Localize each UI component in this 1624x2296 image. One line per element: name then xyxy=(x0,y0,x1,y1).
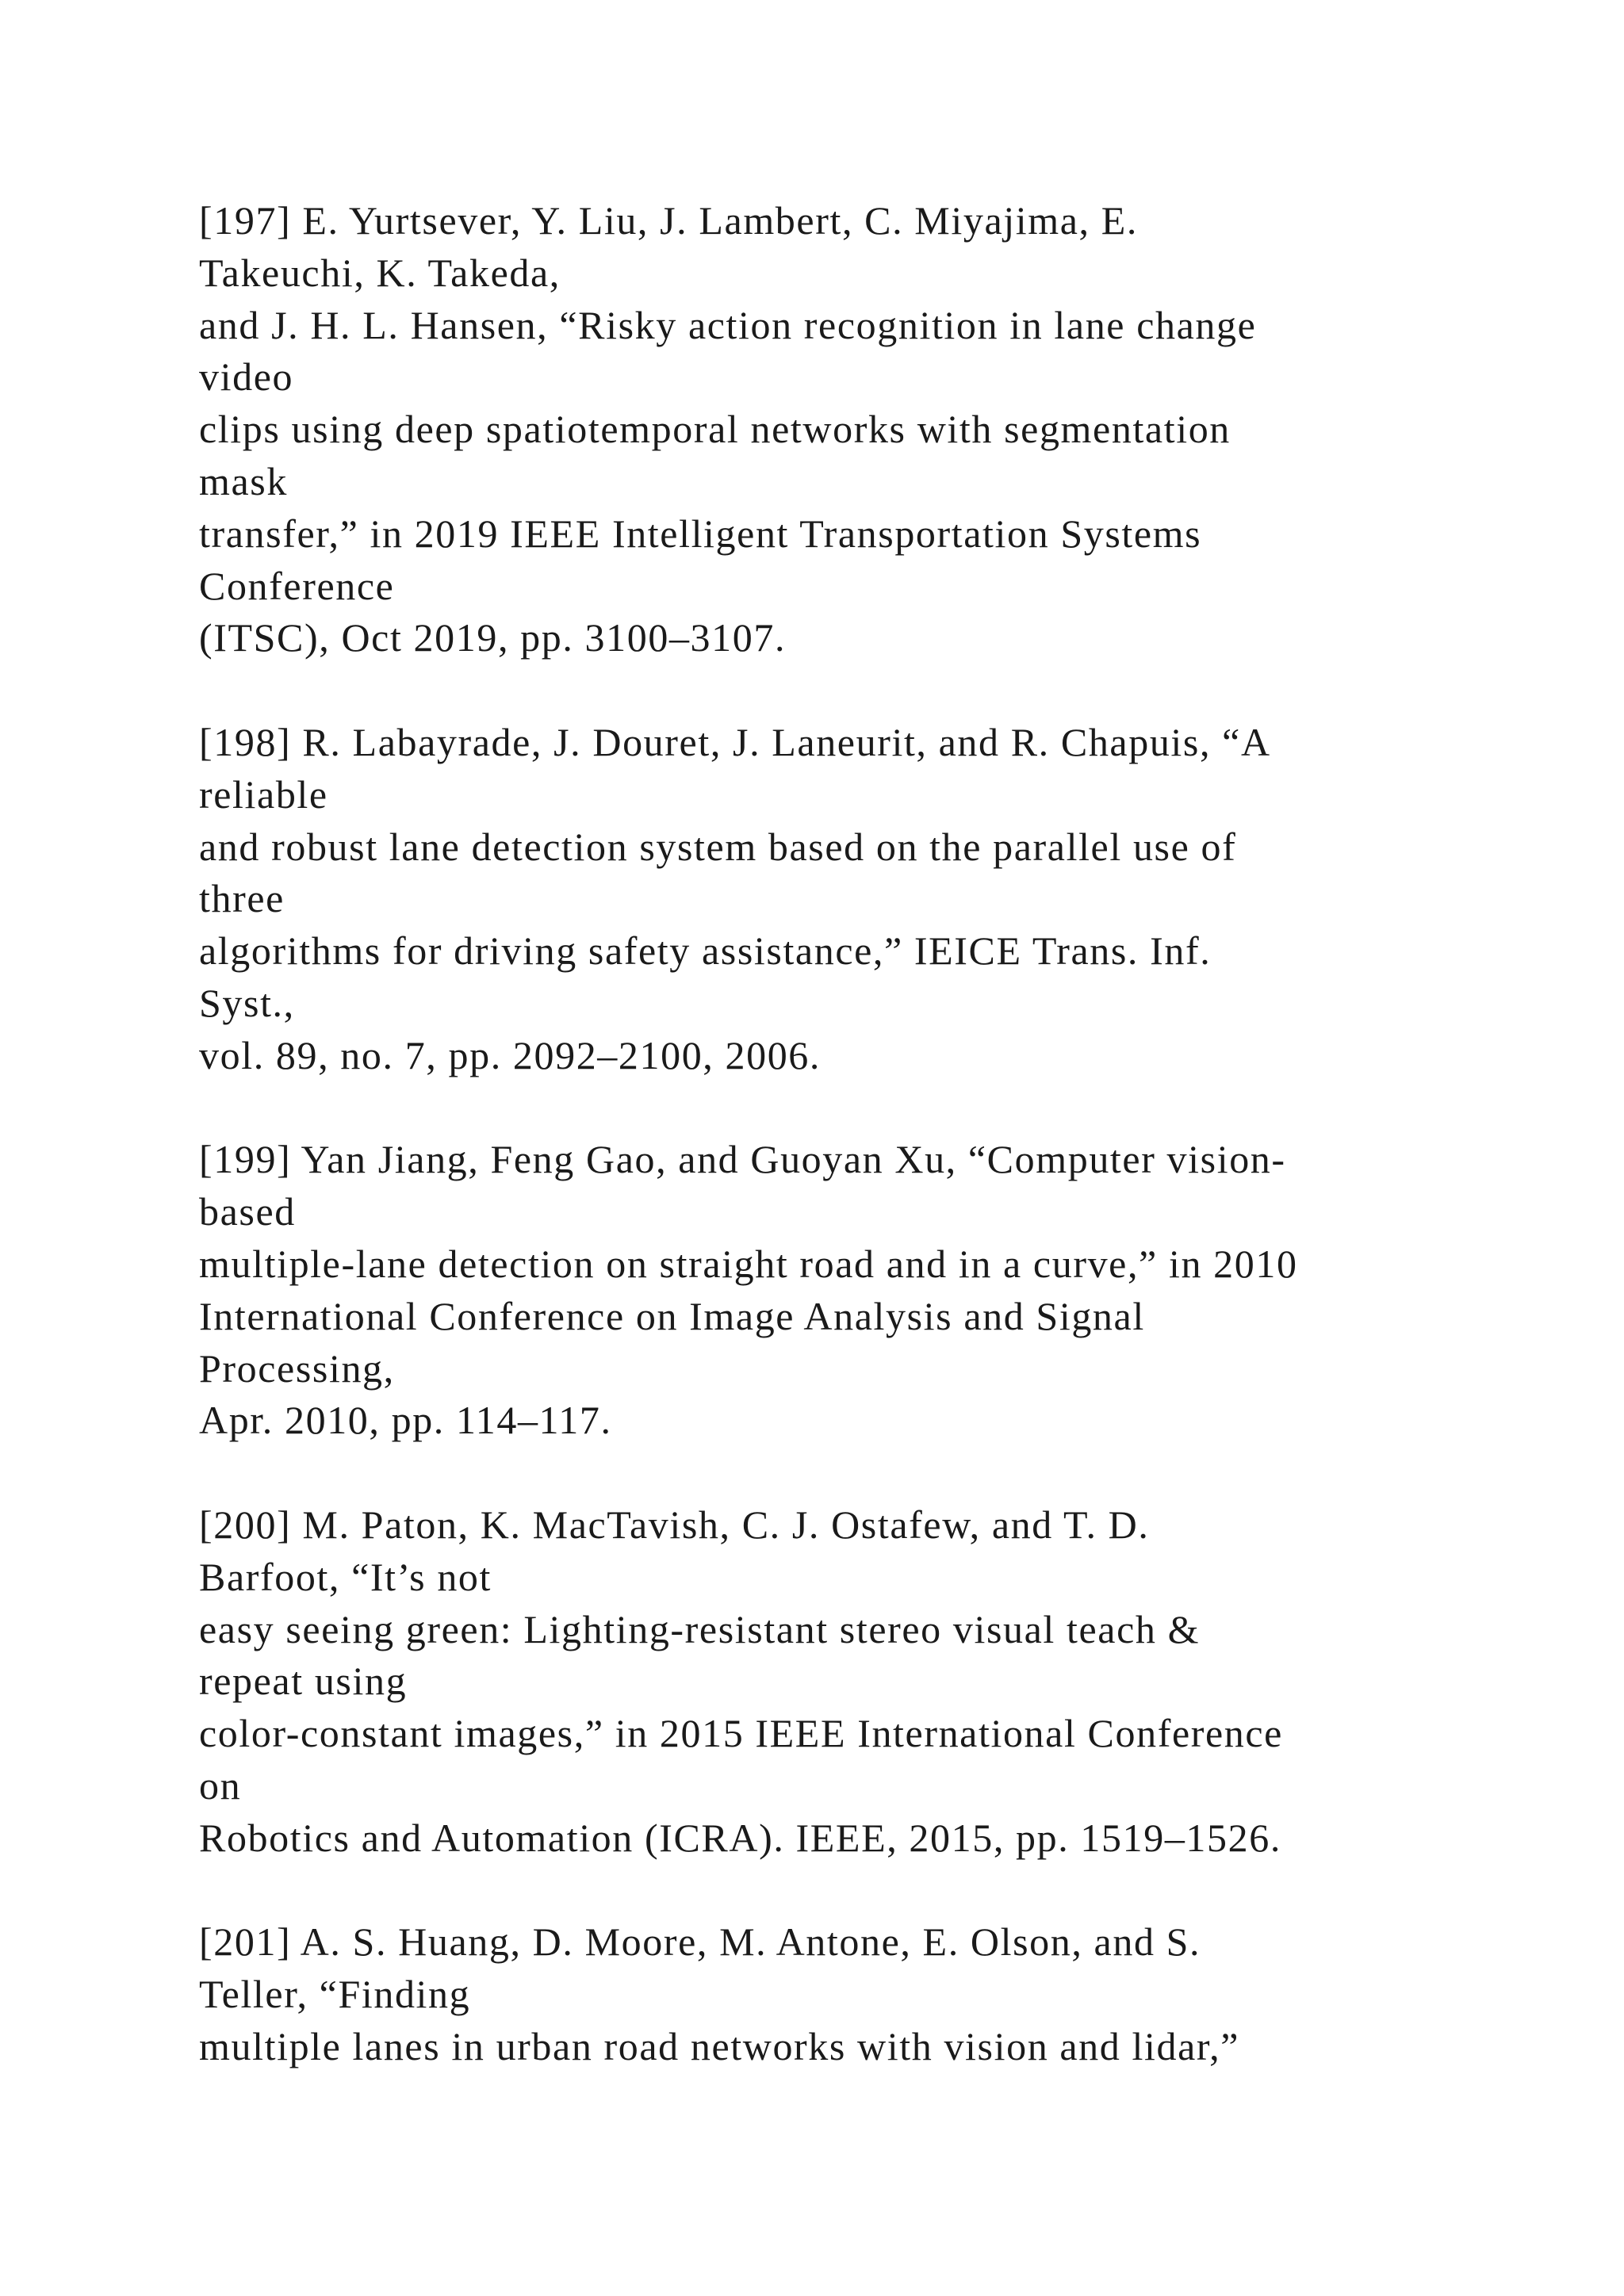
reference-line: color-constant images,” in 2015 IEEE International Conference xyxy=(199,1711,1283,1756)
reference-line: video xyxy=(199,354,294,400)
reference-line: Takeuchi, K. Takeda, xyxy=(199,250,561,295)
reference-line: Robotics and Automation (ICRA). IEEE, 2015, pp. 1519–1526. xyxy=(199,1815,1281,1860)
reference-line: algorithms for driving safety assistance,” IEICE Trans. Inf. xyxy=(199,928,1212,974)
reference-line: Apr. 2010, pp. 114–117. xyxy=(199,1398,612,1443)
reference-line: Conference xyxy=(199,563,395,608)
reference-201 xyxy=(199,1916,1547,2072)
reference-line: Processing, xyxy=(199,1345,395,1391)
reference-line: reliable xyxy=(199,771,328,817)
reference-list xyxy=(199,195,1547,2125)
reference-line: [199] Yan Jiang, Feng Gao, and Guoyan Xu, “Computer vision- xyxy=(199,1137,1286,1182)
reference-line: Teller, “Finding xyxy=(199,1972,471,2017)
reference-line: on xyxy=(199,1762,242,1808)
reference-line: and robust lane detection system based on the parallel use of xyxy=(199,824,1237,869)
reference-line: Barfoot, “It’s not xyxy=(199,1554,492,1599)
reference-line: multiple lanes in urban road networks with vision and lidar,” xyxy=(199,2023,1240,2068)
reference-198 xyxy=(199,717,1547,1082)
reference-line: multiple-lane detection on straight road and in a curve,” in 2010 xyxy=(199,1241,1298,1286)
reference-line: Syst., xyxy=(199,980,295,1025)
reference-line: vol. 89, no. 7, pp. 2092–2100, 2006. xyxy=(199,1032,821,1077)
reference-line: clips using deep spatiotemporal networks with segmentation xyxy=(199,407,1231,452)
reference-line: and J. H. L. Hansen, “Risky action recognition in lane change xyxy=(199,302,1257,347)
reference-line: [201] A. S. Huang, D. Moore, M. Antone, E. Olson, and S. xyxy=(199,1919,1201,1965)
reference-line: repeat using xyxy=(199,1659,408,1704)
reference-line: [198] R. Labayrade, J. Douret, J. Laneurit, and R. Chapuis, “A xyxy=(199,719,1271,764)
reference-line: easy seeing green: Lighting-resistant stereo visual teach & xyxy=(199,1606,1201,1651)
reference-line: transfer,” in 2019 IEEE Intelligent Transportation Systems xyxy=(199,511,1202,556)
reference-200 xyxy=(199,1499,1547,1865)
reference-line: three xyxy=(199,876,285,921)
reference-line: mask xyxy=(199,458,288,503)
reference-line: [197] E. Yurtsever, Y. Liu, J. Lambert, C. Miyajima, E. xyxy=(199,198,1138,243)
reference-line: (ITSC), Oct 2019, pp. 3100–3107. xyxy=(199,615,787,660)
reference-line: [200] M. Paton, K. MacTavish, C. J. Ostafew, and T. D. xyxy=(199,1502,1150,1547)
reference-197 xyxy=(199,195,1547,664)
reference-199 xyxy=(199,1134,1547,1447)
reference-line: International Conference on Image Analysis and Signal xyxy=(199,1293,1145,1338)
reference-line: based xyxy=(199,1189,296,1234)
